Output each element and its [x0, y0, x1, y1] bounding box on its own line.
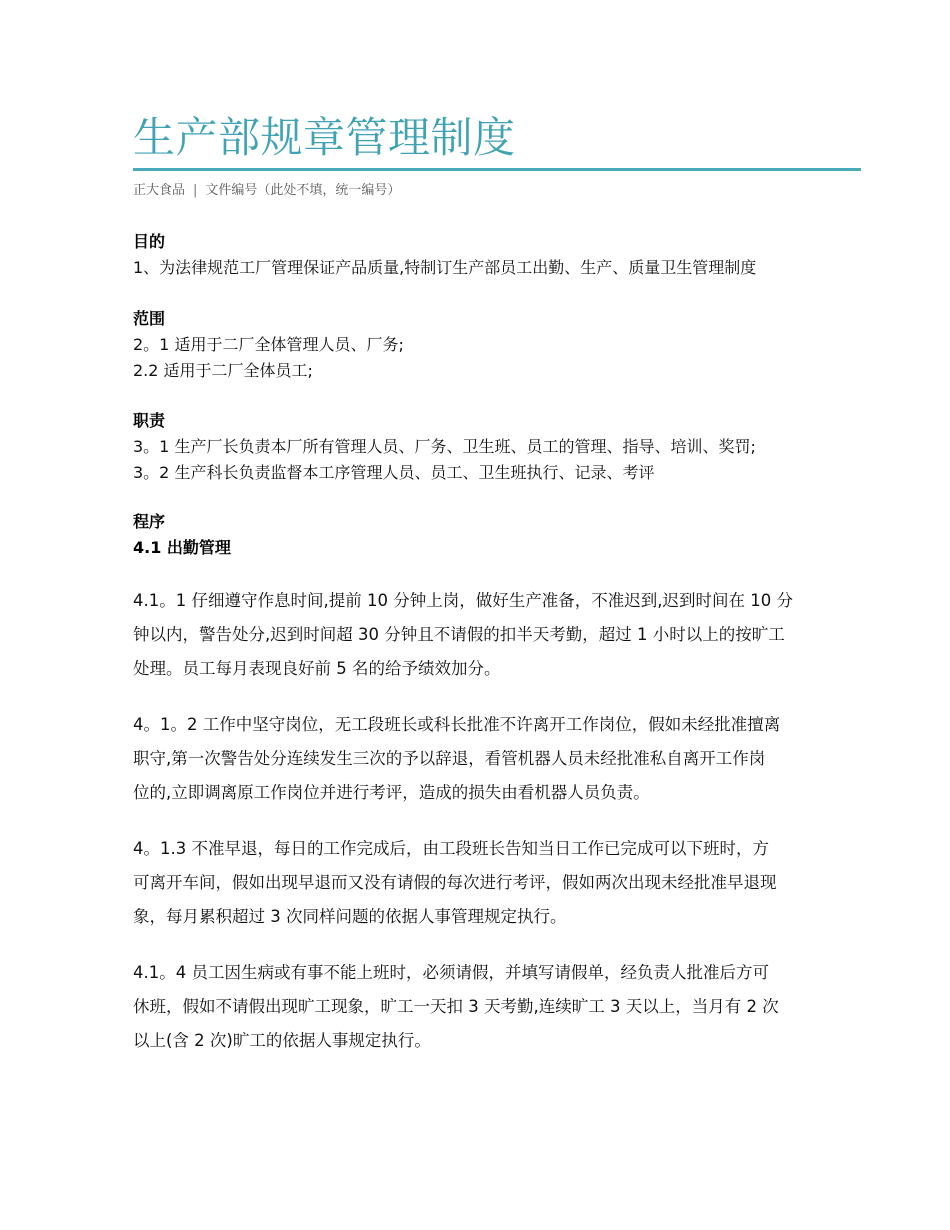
paragraph-line: 可离开车间，假如出现早退而又没有请假的每次进行考评，假如两次出现未经批准早退现 [133, 873, 777, 892]
section-heading-scope: 范围 [133, 309, 166, 328]
paragraph-line: 处理。员工每月表现良好前 5 名的给予绩效加分。 [133, 659, 501, 678]
paragraph-line: 休班，假如不请假出现旷工现象，旷工一天扣 3 天考勤,连续旷工 3 天以上，当月有 2 次 [133, 997, 779, 1016]
paragraph-line: 4.1。4 员工因生病或有事不能上班时，必须请假，并填写请假单，经负责人批准后方可 [133, 963, 769, 982]
duties-line-2: 3。2 生产科长负责监督本工序管理人员、员工、卫生班执行、记录、考评 [133, 463, 655, 482]
paragraph-4-1-3 [133, 832, 861, 934]
section-heading-purpose: 目的 [133, 232, 166, 251]
paragraph-line: 位的,立即调离原工作岗位并进行考评，造成的损失由看机器人员负责。 [133, 783, 650, 802]
scope-line-2: 2.2 适用于二厂全体员工; [133, 361, 313, 380]
document-meta [133, 181, 400, 201]
document-title: 生产部规章管理制度 [133, 113, 516, 162]
paragraph-line: 象，每月累积超过 3 次同样问题的依据人事管理规定执行。 [133, 907, 567, 926]
section-purpose [133, 229, 861, 281]
purpose-line: 1、为法律规范工厂管理保证产品质量,特制订生产部员工出勤、生产、质量卫生管理制度 [133, 258, 757, 277]
section-procedure [133, 509, 861, 561]
paragraph-line: 4.1。1 仔细遵守作息时间,提前 10 分钟上岗，做好生产准备，不准迟到,迟到时间在 10 分 [133, 591, 793, 610]
title-underline [133, 168, 861, 171]
scope-line-1: 2。1 适用于二厂全体管理人员、厂务; [133, 335, 404, 354]
section-heading-procedure: 程序 [133, 512, 166, 531]
section-heading-duties: 职责 [133, 411, 166, 430]
paragraph-line: 职守,第一次警告处分连续发生三次的予以辞退，看管机器人员未经批准私自离开工作岗 [133, 749, 766, 768]
meta-separator: | [193, 183, 198, 198]
paragraph-line: 4。1.3 不准早退，每日的工作完成后，由工段班长告知当日工作已完成可以下班时，方 [133, 839, 769, 858]
subsection-heading-attendance: 4.1 出勤管理 [133, 538, 231, 557]
paragraph-line: 钟以内，警告处分,迟到时间超 30 分钟且不请假的扣半天考勤，超过 1 小时以上的按旷工 [133, 625, 785, 644]
duties-line-1: 3。1 生产厂长负责本厂所有管理人员、厂务、卫生班、员工的管理、指导、培训、奖罚; [133, 437, 756, 456]
meta-company: 正大食品 [133, 183, 186, 198]
paragraph-4-1-4 [133, 956, 861, 1058]
paragraph-line: 4。1。2 工作中坚守岗位，无工段班长或科长批准不许离开工作岗位，假如未经批准擅离 [133, 715, 781, 734]
section-duties [133, 408, 861, 486]
paragraph-4-1-2 [133, 708, 861, 810]
paragraph-4-1-1 [133, 584, 861, 686]
paragraph-line: 以上(含 2 次)旷工的依据人事规定执行。 [133, 1031, 431, 1050]
section-scope [133, 306, 861, 384]
meta-doc-number: 文件编号（此处不填，统一编号） [205, 183, 401, 198]
